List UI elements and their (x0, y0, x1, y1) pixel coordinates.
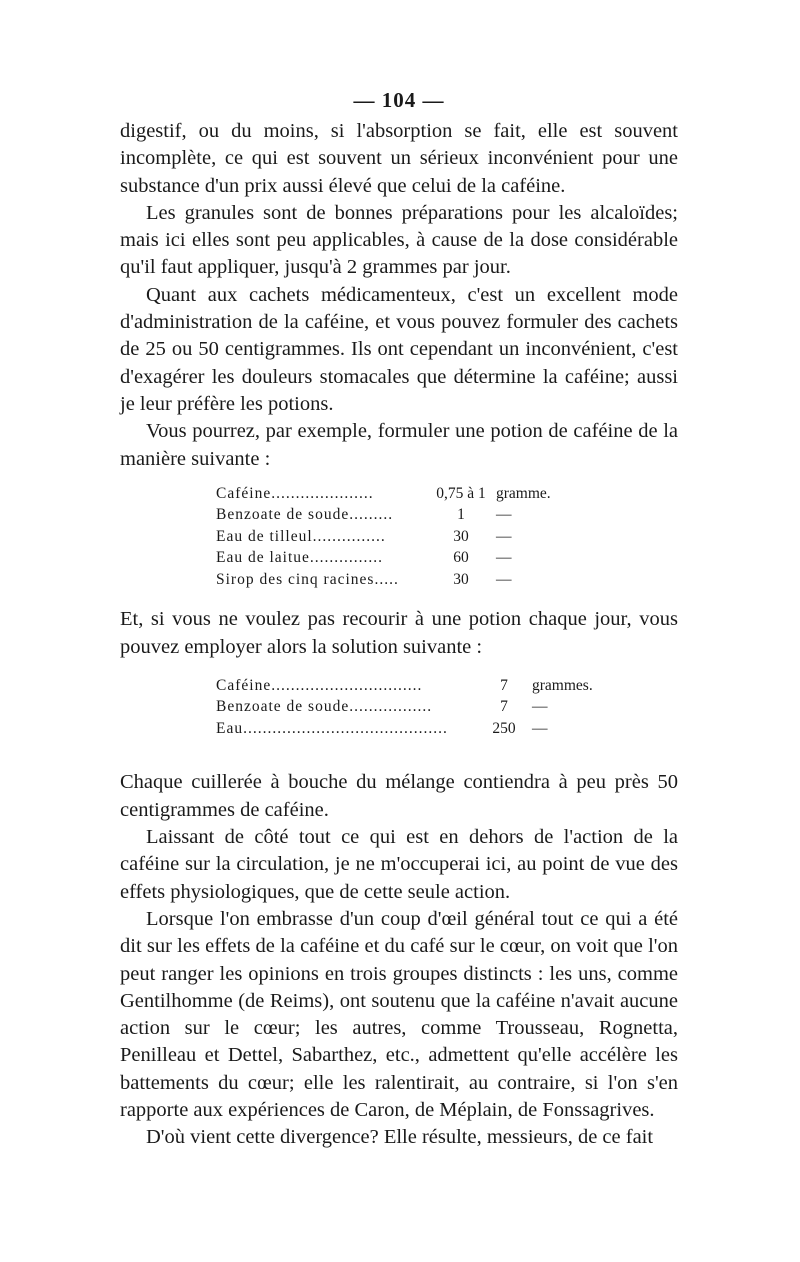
ingredient-name: Eau.......................................... (216, 719, 448, 737)
paragraph-divergence: D'où vient cette divergence? Elle résulte, messieurs, de ce fait (146, 1126, 654, 1149)
ingredient-quantity: 1 (457, 506, 465, 524)
page-number: — 104 — (353, 88, 445, 112)
ingredient-unit: — (496, 527, 512, 545)
paragraph-cachets: Quant aux cachets médicamenteux, c'est un excellent mode d'administration de la caféine, et vous pouvez formuler des cachets de 25 ou 50 centigrammes. Ils ont cependant un inconvénient, c'est d'exagérer les douleurs stomacales que détermine la caféine; aussi je leur préfère les potions. (120, 283, 678, 415)
ingredient-unit: — (532, 698, 548, 716)
ingredient-quantity: 0,75 à 1 (436, 484, 486, 502)
ingredient-name: Caféine............................... (216, 676, 423, 694)
paragraph-opinions: Lorsque l'on embrasse d'un coup d'œil général tout ce qui a été dit sur les effets de la caféine et du café sur le cœur, on voit que l'on peut ranger les opinions en trois groupes distincts : les uns, comme Gentilhomme (de Reims), ont soutenu que la caféine n'avait aucune action sur le cœur; les autres, comme Trousseau, Rognetta, Penilleau et Dettel, Sabarthez, etc., admettent qu'elle accélère les battements du cœur; elle les ralentirait, au contraire, si l'on s'en rapporte aux expériences de Caron, de Méplain, de Fonssagrives. (120, 907, 678, 1122)
paragraph-cuilleree: Chaque cuillerée à bouche du mélange contiendra à peu près 50 centigrammes de caféine. (120, 771, 678, 821)
ingredient-quantity: 250 (492, 719, 516, 737)
ingredient-quantity: 7 (500, 698, 508, 716)
ingredient-quantity: 30 (453, 527, 469, 545)
recipe-row (216, 696, 622, 718)
solution-recipe-table (216, 675, 622, 740)
ingredient-name: Eau de laitue............... (216, 549, 384, 567)
paragraph-potion-intro: Vous pourrez, par exemple, formuler une potion de caféine de la manière suivante : (120, 420, 678, 470)
paragraph-granules: Les granules sont de bonnes préparations pour les alcaloïdes; mais ici elles sont peu applicables, à cause de la dose considérable qu'il faut appliquer, jusqu'à 2 grammes par jour. (120, 201, 678, 279)
paragraph-digestif: digestif, ou du moins, si l'absorption se fait, elle est souvent incomplète, ce qui est souvent un sérieux inconvénient pour une substance d'un prix aussi élevé que celui de la caféine. (120, 120, 678, 197)
ingredient-unit: gramme. (496, 484, 551, 502)
ingredient-name: Eau de tilleul............... (216, 527, 386, 545)
ingredient-unit: — (496, 506, 512, 524)
ingredient-quantity: 60 (453, 549, 469, 567)
recipe-row (216, 718, 622, 740)
paragraph-circulation: Laissant de côté tout ce qui est en dehors de l'action de la caféine sur la circulation, je ne m'occuperai ici, au point de vue des effets physiologiques, que de cette seule action. (120, 826, 678, 903)
recipe-row (216, 675, 622, 697)
book-page (120, 82, 678, 1152)
recipe-row (216, 569, 566, 591)
recipe-row (216, 504, 566, 526)
ingredient-name: Benzoate de soude................. (216, 698, 433, 716)
ingredient-name: Caféine..................... (216, 484, 374, 502)
potion-recipe-table (216, 483, 566, 591)
ingredient-name: Sirop des cinq racines..... (216, 570, 399, 588)
ingredient-quantity: 30 (453, 570, 469, 588)
ingredient-unit: — (496, 549, 512, 567)
paragraph-solution-intro: Et, si vous ne voulez pas recourir à une potion chaque jour, vous pouvez employer alors la solution suivante : (120, 608, 678, 658)
recipe-row (216, 483, 566, 505)
recipe-row (216, 526, 566, 548)
ingredient-unit: — (532, 719, 548, 737)
recipe-row (216, 547, 566, 569)
ingredient-unit: — (496, 570, 512, 588)
ingredient-unit: grammes. (532, 676, 593, 694)
ingredient-name: Benzoate de soude......... (216, 506, 394, 524)
ingredient-quantity: 7 (500, 676, 508, 694)
